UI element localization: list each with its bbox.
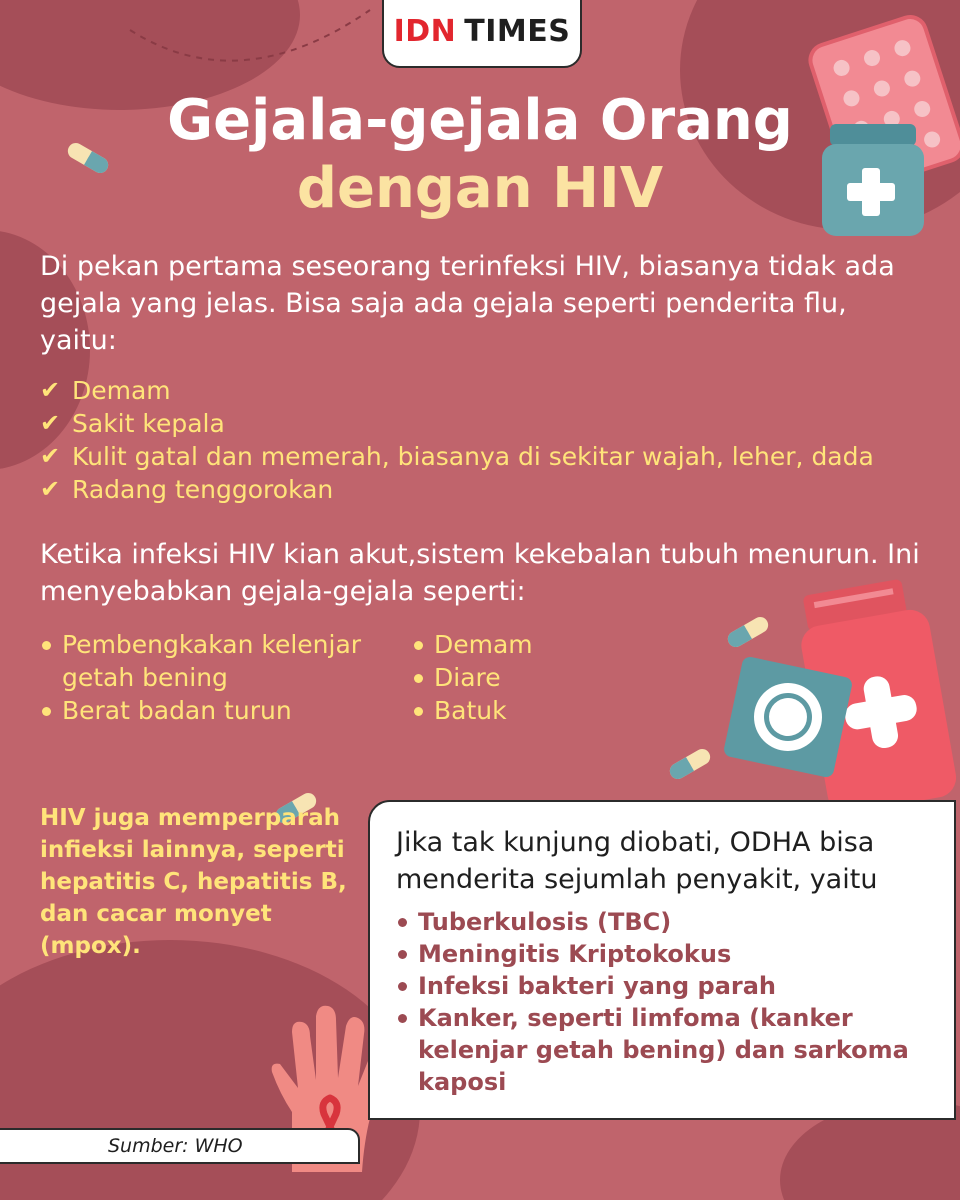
list-item: ✔ Kulit gatal dan memerah, biasanya di sekitar wajah, leher, dada — [40, 442, 874, 471]
list-item: Pembengkakan kelenjar getah bening — [40, 628, 370, 694]
list-item: Diare — [412, 661, 612, 694]
list-item: ✔ Demam — [40, 376, 171, 405]
list-item: ✔ Radang tenggorokan — [40, 475, 334, 504]
check-icon: ✔ — [40, 376, 61, 404]
list-item: Berat badan turun — [40, 694, 370, 727]
pill-capsule-icon — [722, 612, 774, 652]
list-item: Kanker, seperti limfoma (kanker kelenjar getah bening) dan sarkoma kaposi — [396, 1002, 946, 1098]
intro-paragraph: Di pekan pertama seseorang terinfeksi HIV, biasanya tidak ada gejala yang jelas. Bisa saja ada gejala seperti penderita flu, yaitu: — [40, 251, 895, 356]
list-item: Demam — [412, 628, 612, 661]
list-item: Batuk — [412, 694, 612, 727]
list-item: ✔ Sakit kepala — [40, 409, 225, 438]
check-icon: ✔ — [40, 475, 61, 503]
page-title-line1: Gejala-gejala Orang — [167, 88, 793, 153]
complications-heading: Jika tak kunjung diobati, ODHA bisa menderita sejumlah penyakit, yaitu — [396, 827, 878, 895]
acute-symptom-list-col1 — [40, 628, 370, 727]
check-icon: ✔ — [40, 442, 61, 470]
complications-box — [368, 800, 956, 1120]
pill-capsule-icon — [664, 744, 716, 784]
logo-times-text: TIMES — [464, 13, 571, 49]
logo-idn-text: IDN — [393, 13, 457, 49]
acute-paragraph: Ketika infeksi HIV kian akut,sistem kekebalan tubuh menurun. Ini menyebabkan gejala-gejala seperti: — [40, 539, 920, 607]
dashed-curve-decoration — [120, 0, 380, 90]
condom-package-icon — [718, 652, 858, 782]
early-symptom-list — [40, 374, 930, 506]
side-note: HIV juga memperparah infieksi lainnya, seperti hepatitis C, hepatitis B, dan cacar monyet (mpox). — [40, 805, 347, 959]
idn-times-logo — [382, 0, 582, 68]
list-item: Meningitis Kriptokokus — [396, 938, 946, 970]
acute-symptom-list-col2 — [412, 628, 612, 727]
complications-list — [396, 906, 946, 1098]
check-icon: ✔ — [40, 409, 61, 437]
list-item: Infeksi bakteri yang parah — [396, 970, 946, 1002]
source-label: Sumber: WHO — [0, 1128, 360, 1164]
page-title-line2: dengan HIV — [296, 156, 664, 221]
list-item: Tuberkulosis (TBC) — [396, 906, 946, 938]
